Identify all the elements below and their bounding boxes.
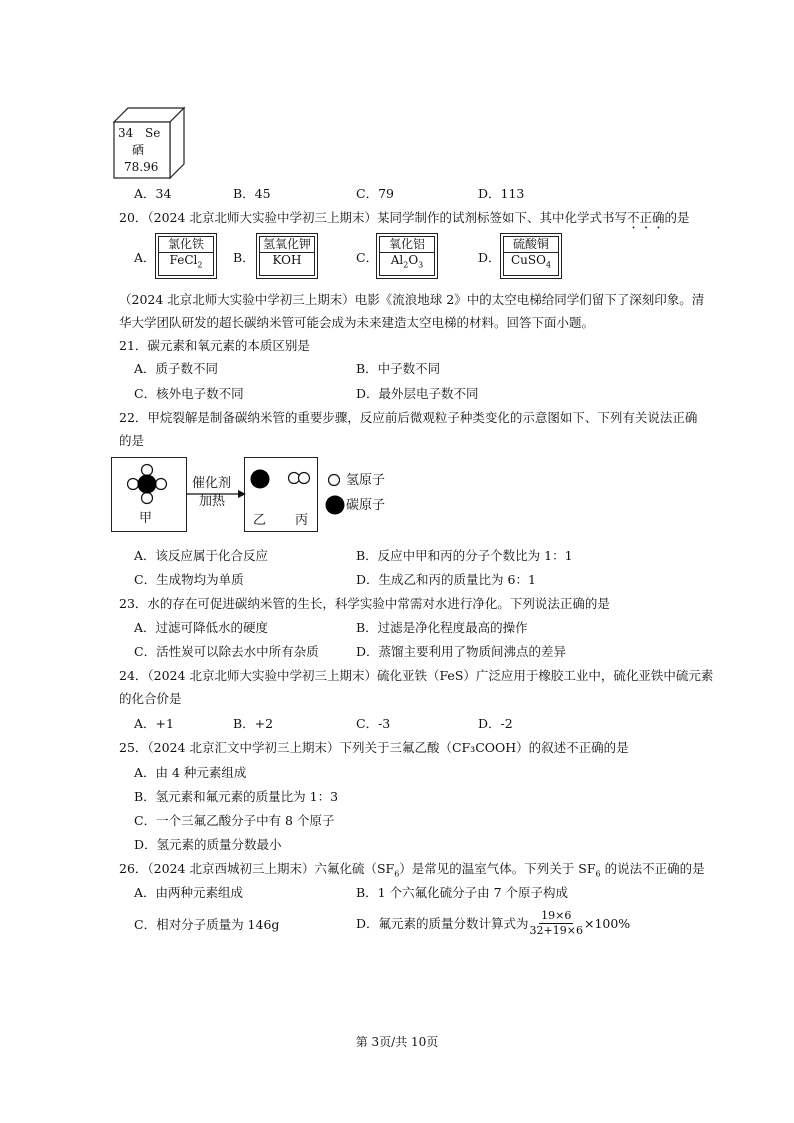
catalyst-label: 催化剂 xyxy=(192,476,232,491)
q23-option-b: B．过滤是净化程度最高的操作 xyxy=(356,620,528,635)
label-yi: 乙 xyxy=(253,513,267,528)
formula-numerator: 19×6 xyxy=(541,909,572,922)
methane-molecule xyxy=(125,462,169,506)
element-name: 硒 xyxy=(132,143,145,157)
q20-label-c xyxy=(376,233,438,279)
q21-option-a: A．质子数不同 xyxy=(134,361,219,376)
context-line-2: 华大学团队研发的超长碳纳米管可能会成为未来建造太空电梯的材料。回答下面小题。 xyxy=(119,315,595,330)
q24-option-c: C．-3 xyxy=(356,716,391,731)
q26-option-b: B．1 个六氟化硫分子由 7 个原子构成 xyxy=(356,885,569,900)
page-footer: 第 3页/共 10页 xyxy=(355,1035,439,1049)
q20-stem-pre: 20．（2024 北京北师大实验中学初三上期末）某同学制作的试剂标签如下、其中化学式书写 xyxy=(119,210,627,225)
q21-stem: 21．碳元素和氧元素的本质区别是 xyxy=(119,338,310,353)
context-line-1: （2024 北京北师大实验中学初三上期末）电影《流浪地球 2》中的太空电梯给同学们留下了深刻印象。清 xyxy=(119,292,705,307)
q20-label-d xyxy=(500,233,562,279)
label-b-formula: KOH xyxy=(272,253,302,267)
label-a-formula: FeCl$_2$ xyxy=(169,253,203,270)
q26-option-c: C．相对分子质量为 146g xyxy=(134,917,280,932)
q26-stem-sub-2: 6 xyxy=(595,869,601,879)
formula-denominator: 32+19×6 xyxy=(529,924,583,937)
q26-stem xyxy=(119,861,705,877)
q24-option-b: B．+2 xyxy=(233,716,274,731)
q22-option-a: A．该反应属于化合反应 xyxy=(134,548,269,563)
q23-option-d: D．蒸馏主要利用了物质间沸点的差异 xyxy=(356,644,567,659)
q22-stem-line-2: 的是 xyxy=(119,433,145,448)
legend-carbon: 碳原子 xyxy=(346,498,386,513)
q20-option-d-letter: D． xyxy=(478,250,501,265)
q22-option-c: C．生成物均为单质 xyxy=(134,572,244,587)
heat-label: 加热 xyxy=(199,494,226,509)
mass-fraction-formula xyxy=(530,909,583,938)
q20-label-b xyxy=(256,233,318,279)
q20-stem-post: 的是 xyxy=(664,210,690,225)
q19-option-c: C．79 xyxy=(356,186,394,201)
q26-stem-sub-1: 6 xyxy=(394,869,400,879)
element-number: 34 xyxy=(118,126,134,140)
q26-option-d-post: ×100% xyxy=(583,915,631,931)
q23-option-a: A．过滤可降低水的硬度 xyxy=(134,620,269,635)
label-d-formula: CuSO$_4$ xyxy=(510,253,552,270)
q20-option-b-letter: B． xyxy=(233,250,255,265)
q20-option-a-letter: A． xyxy=(134,250,156,265)
hydrogen-atom-legend-icon xyxy=(326,472,342,488)
label-d-name: 硫酸铜 xyxy=(504,237,558,253)
label-jia: 甲 xyxy=(139,511,153,526)
q19-option-a: A．34 xyxy=(134,186,172,201)
q22-stem-line-1: 22．甲烷裂解是制备碳纳米管的重要步骤，反应前后微观粒子种类变化的示意图如下、下列有关说法正确 xyxy=(119,410,698,425)
q21-option-b: B．中子数不同 xyxy=(356,361,441,376)
q26-stem-b: ）是常见的温室气体。下列关于 SF xyxy=(399,861,596,876)
label-bing: 丙 xyxy=(295,513,309,528)
q25-stem: 25．（2024 北京汇文中学初三上期末）下列关于三氟乙酸（CF₃COOH）的叙述不正确的是 xyxy=(119,740,629,755)
q25-option-c: C．一个三氟乙酸分子中有 8 个原子 xyxy=(134,813,335,828)
label-b-name: 氢氧化钾 xyxy=(260,237,314,253)
legend-hydrogen: 氢原子 xyxy=(346,473,386,488)
q19-option-b: B．45 xyxy=(233,186,271,201)
q22-option-d: D．生成乙和丙的质量比为 6：1 xyxy=(356,572,536,587)
q26-option-a: A．由两种元素组成 xyxy=(134,885,244,900)
q24-option-d: D．-2 xyxy=(478,716,513,731)
q24-stem-line-1: 24．（2024 北京北师大实验中学初三上期末）硫化亚铁（FeS）广泛应用于橡胶工业中，硫化亚铁中硫元素 xyxy=(119,668,714,683)
q24-option-a: A．+1 xyxy=(134,716,174,731)
q21-option-d: D．最外层电子数不同 xyxy=(356,386,479,401)
q23-stem: 23．水的存在可促进碳纳米管的生长，科学实验中常需对水进行净化。下列说法正确的是 xyxy=(119,596,610,611)
q19-option-d: D．113 xyxy=(478,186,525,201)
q26-stem-c: 的说法不正确的是 xyxy=(600,861,705,876)
q20-stem xyxy=(119,210,689,232)
element-mass: 78.96 xyxy=(124,160,159,174)
label-c-formula: $Al_2O_3$ xyxy=(390,253,424,270)
element-symbol: Se xyxy=(145,126,161,140)
carbon-atom-legend-icon xyxy=(324,494,346,516)
label-a-name: 氯化铁 xyxy=(159,237,213,253)
q22-option-b: B．反应中甲和丙的分子个数比为 1：1 xyxy=(356,548,573,563)
q25-option-a: A．由 4 种元素组成 xyxy=(134,765,247,780)
q21-option-c: C．核外电子数不同 xyxy=(134,386,244,401)
q26-option-d-pre: D．氟元素的质量分数计算式为 xyxy=(356,915,529,931)
product-molecules xyxy=(246,466,316,494)
q26-stem-a: 26．（2024 北京西城初三上期末）六氟化硫（SF xyxy=(119,861,395,876)
q20-option-c-letter: C． xyxy=(356,250,379,265)
q24-stem-line-2: 的化合价是 xyxy=(119,691,182,706)
q20-label-a xyxy=(155,233,217,279)
q25-option-d: D．氢元素的质量分数最小 xyxy=(134,837,282,852)
label-c-name: 氧化铝 xyxy=(380,237,434,253)
q20-stem-emphasis: 不正确 xyxy=(626,210,665,225)
q23-option-c: C．活性炭可以除去水中所有杂质 xyxy=(134,644,319,659)
q25-option-b: B．氢元素和氟元素的质量比为 1：3 xyxy=(134,789,339,804)
q26-option-d xyxy=(356,909,630,938)
